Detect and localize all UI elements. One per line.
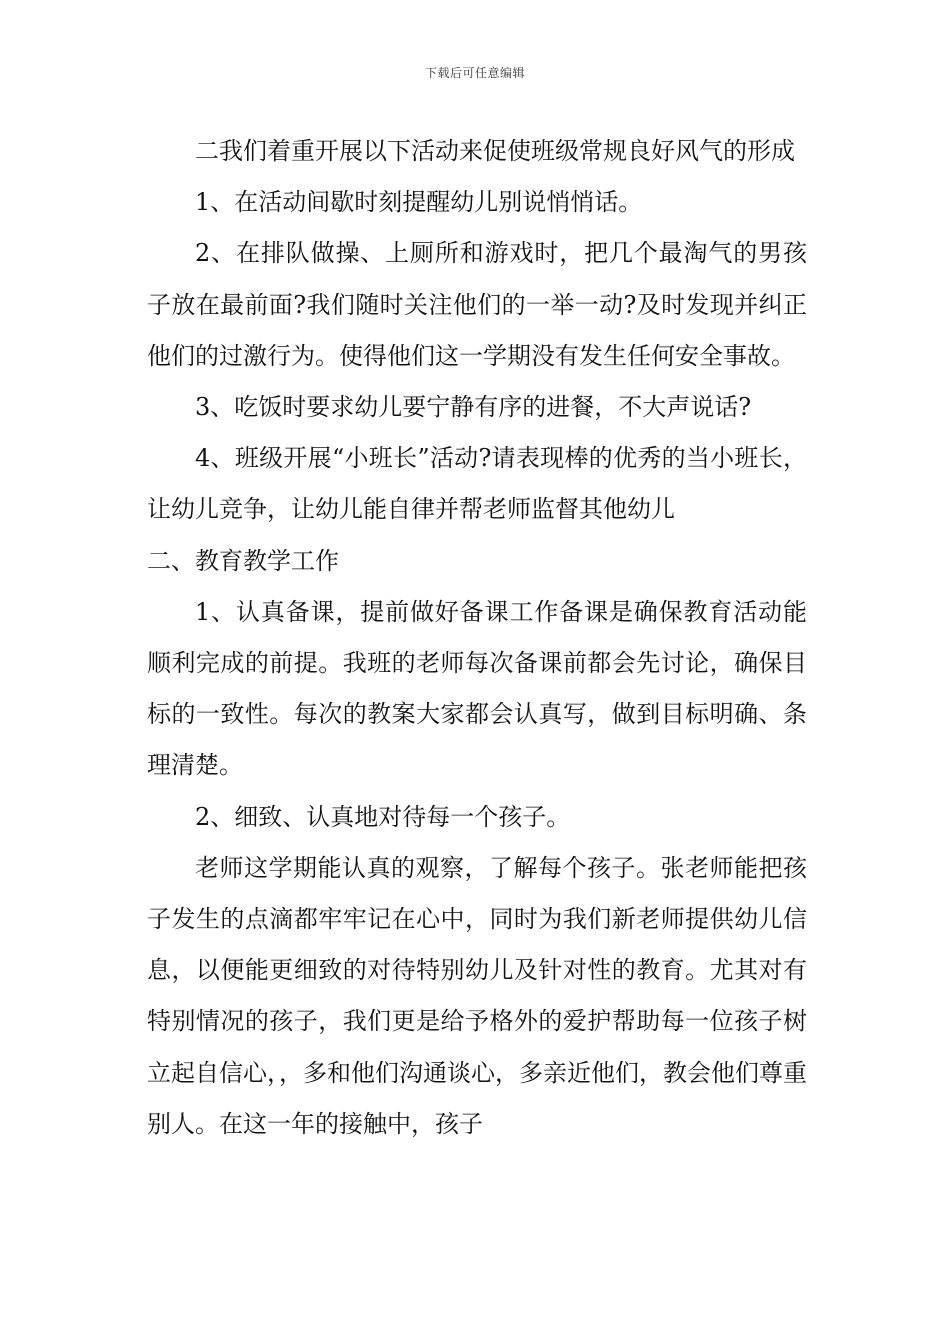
paragraph: 4、班级开展“小班长”活动?请表现棒的优秀的当小班长，让幼儿竞争，让幼儿能自律并帮老师监督其他幼儿 <box>147 444 807 524</box>
paragraph: 老师这学期能认真的观察，了解每个孩子。张老师能把孩子发生的点滴都牢牢记在心中，同时为我们新老师提供幼儿信息，以便能更细致的对待特别幼儿及针对性的教育。尤其对有特别情况的孩子，我们更是给予格外的爱护帮助每一位孩子树立起自信心，，多和他们沟通谈心，多亲近他们，教会他们尊重别人。在这一年的接触中，孩子 <box>147 853 807 1138</box>
document-body <box>147 126 807 1150</box>
section-heading: 二、教育教学工作 <box>147 546 339 575</box>
paragraph: 3、吃饭时要求幼儿要宁静有序的进餐，不大声说话? <box>195 393 752 422</box>
paragraph: 二我们着重开展以下活动来促使班级常规良好风气的形成 <box>195 137 795 165</box>
page-header-note: 下载后可任意编辑 <box>424 66 525 80</box>
paragraph: 1、认真备课，提前做好备课工作备课是确保教育活动能顺利完成的前提。我班的老师每次备课前都会先讨论，确保目标的一致性。每次的教案大家都会认真写，做到目标明确、条理清楚。 <box>147 597 807 780</box>
paragraph: 1、在活动间歇时刻提醒幼儿别说悄悄话。 <box>195 188 643 217</box>
paragraph: 2、在排队做操、上厕所和游戏时，把几个最淘气的男孩子放在最前面?我们随时关注他们的一举一动?及时发现并纠正他们的过激行为。使得他们这一学期没有发生任何安全事故。 <box>147 239 807 370</box>
paragraph: 2、细致、认真地对待每一个孩子。 <box>195 802 571 831</box>
